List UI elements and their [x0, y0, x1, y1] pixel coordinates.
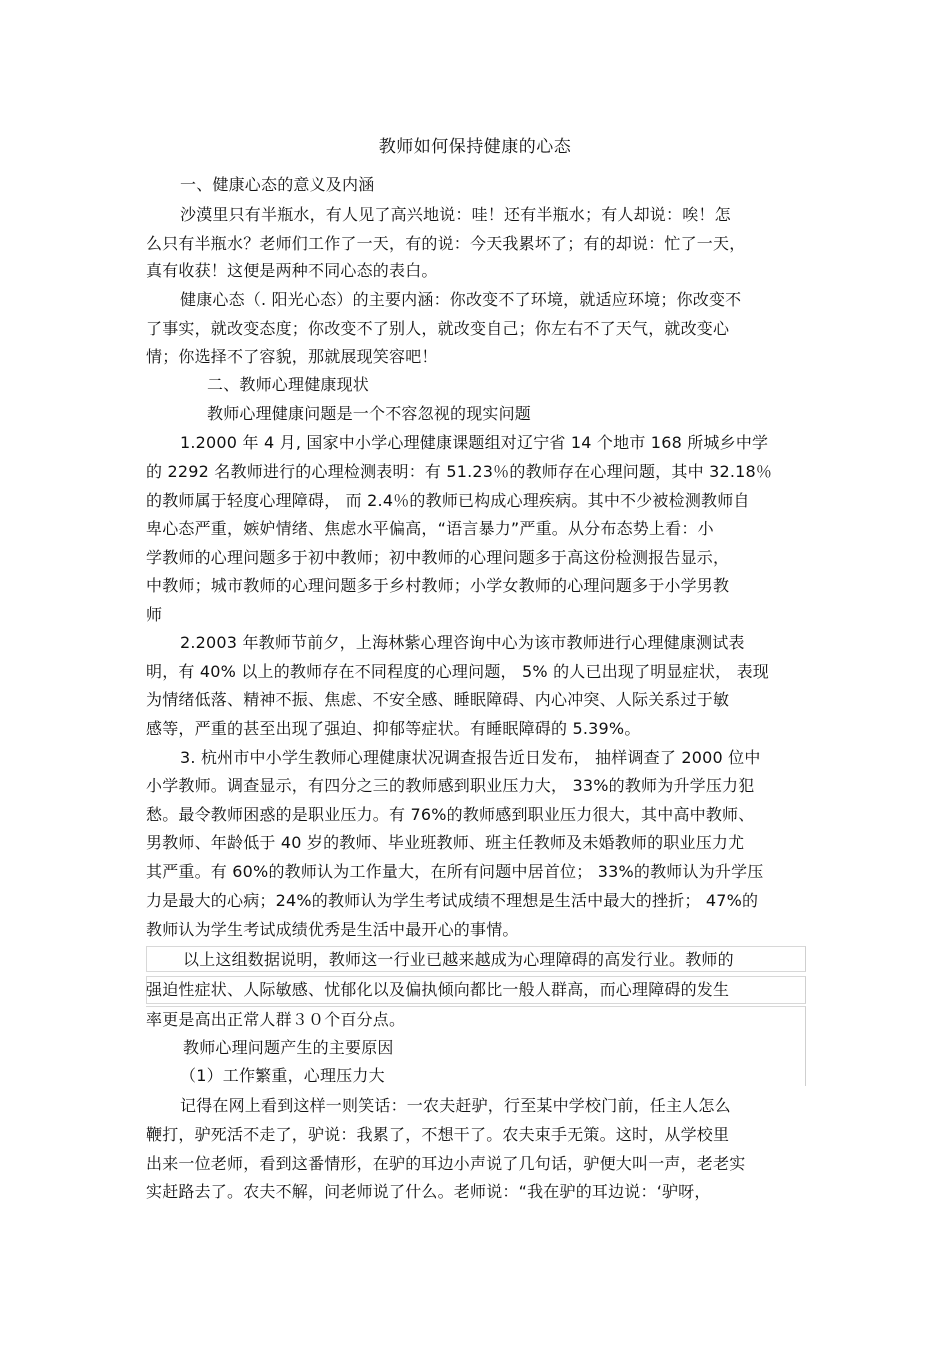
paragraph-line: 小学教师。调查显示，有四分之三的教师感到职业压力大， 33%的教师为升学压力犯	[146, 776, 755, 795]
paragraph-line: 沙漠里只有半瓶水，有人见了高兴地说：哇！还有半瓶水；有人却说：唉！怎	[180, 205, 731, 224]
paragraph-line: 么只有半瓶水？老师们工作了一天，有的说：今天我累坏了；有的却说：忙了一天，	[146, 234, 746, 253]
subheading: 教师心理健康问题是一个不容忽视的现实问题	[207, 404, 532, 423]
paragraph-line: 3. 杭州市中小学生教师心理健康状况调查报告近日发布， 抽样调查了 2000 位中	[180, 748, 761, 767]
section-heading-1: 一、健康心态的意义及内涵	[180, 175, 375, 194]
paragraph-line: 男教师、年龄低于 40 岁的教师、毕业班教师、班主任教师及未婚教师的职业压力尤	[146, 833, 745, 852]
subheading: 教师心理问题产生的主要原因	[183, 1038, 394, 1057]
paragraph-line: 明，有 40% 以上的教师存在不同程度的心理问题， 5% 的人已出现了明显症状， 表现	[146, 662, 769, 681]
paragraph-line: 以上这组数据说明，教师这一行业已越来越成为心理障碍的高发行业。教师的	[183, 950, 734, 969]
paragraph-line: 情；你选择不了容貌，那就展现笑容吧！	[146, 347, 438, 366]
paragraph-line: 了事实，就改变态度；你改变不了别人，就改变自己；你左右不了天气，就改变心	[146, 319, 730, 338]
paragraph-line: 强迫性症状、人际敏感、忧郁化以及偏执倾向都比一般人群高，而心理障碍的发生	[146, 980, 730, 999]
paragraph-line: 为情绪低落、精神不振、焦虑、不安全感、睡眠障碍、内心冲突、人际关系过于敏	[146, 690, 730, 709]
paragraph-line: 学教师的心理问题多于初中教师；初中教师的心理问题多于高这份检测报告显示，	[146, 548, 730, 567]
paragraph-line: 力是最大的心病；24%的教师认为学生考试成绩不理想是生活中最大的挫折； 47%的	[146, 891, 759, 910]
paragraph-line: 教师认为学生考试成绩优秀是生活中最开心的事情。	[146, 920, 519, 939]
section-heading-2: 二、教师心理健康现状	[207, 375, 370, 394]
paragraph-line: 中教师；城市教师的心理问题多于乡村教师；小学女教师的心理问题多于小学男教	[146, 576, 730, 595]
paragraph-line: 真有收获！这便是两种不同心态的表白。	[146, 261, 438, 280]
paragraph-line: 率更是高出正常人群３０个百分点。	[146, 1010, 406, 1029]
paragraph-line: 的教师属于轻度心理障碍， 而 2.4％的教师已构成心理疾病。其中不少被检测教师自	[146, 491, 750, 510]
paragraph-line: 出来一位老师，看到这番情形，在驴的耳边小声说了几句话，驴便大叫一声，老老实	[146, 1154, 746, 1173]
paragraph-line: 健康心态（. 阳光心态）的主要内涵：你改变不了环境，就适应环境；你改变不	[180, 290, 742, 309]
paragraph-line: 鞭打，驴死活不走了，驴说：我累了，不想干了。农夫束手无策。这时，从学校里	[146, 1125, 730, 1144]
paragraph-line: 卑心态严重，嫉妒情绪、焦虑水平偏高，“语言暴力”严重。从分布态势上看：小	[146, 519, 714, 538]
paragraph-line: 师	[146, 605, 163, 624]
paragraph-line: 的 2292 名教师进行的心理检测表明：有 51.23％的教师存在心理问题，其中 32.18％	[146, 462, 773, 481]
paragraph-line: 其严重。有 60%的教师认为工作量大，在所有问题中居首位； 33%的教师认为升学压	[146, 862, 764, 881]
paragraph-line: 记得在网上看到这样一则笑话：一农夫赶驴，行至某中学校门前，任主人怎么	[180, 1096, 731, 1115]
paragraph-line: 2.2003 年教师节前夕，上海林紫心理咨询中心为该市教师进行心理健康测试表	[180, 633, 745, 652]
paragraph-line: 实赶路去了。农夫不解，问老师说了什么。老师说：“我在驴的耳边说：‘驴呀，	[146, 1182, 711, 1201]
paragraph-line: 1.2000 年 4 月, 国家中小学心理健康课题组对辽宁省 14 个地市 168 所城乡中学	[180, 433, 769, 452]
paragraph-line: 愁。最令教师困惑的是职业压力。有 76%的教师感到职业压力很大，其中高中教师、	[146, 805, 755, 824]
document-title: 教师如何保持健康的心态	[378, 137, 572, 157]
paragraph-line: 感等，严重的甚至出现了强迫、抑郁等症状。有睡眠障碍的 5.39%。	[146, 719, 641, 738]
subheading: （1）工作繁重，心理压力大	[180, 1066, 385, 1085]
